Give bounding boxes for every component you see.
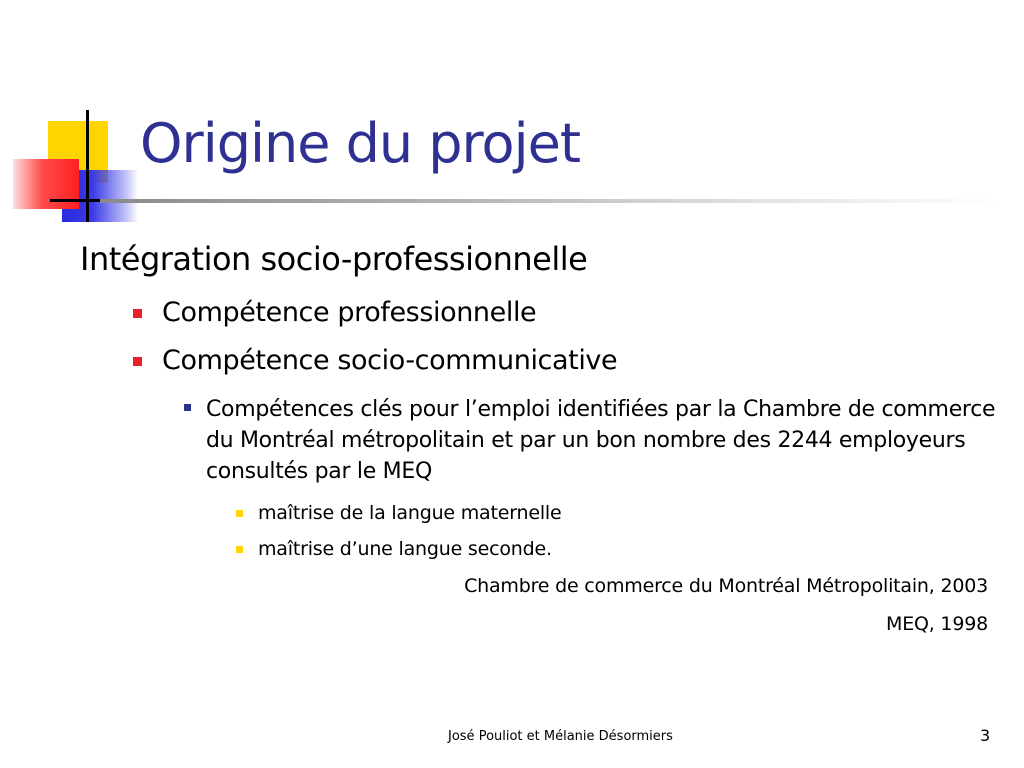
main-heading: Intégration socio-professionnelle (80, 240, 588, 278)
square-bullet-icon (236, 546, 243, 553)
sub-sub-bullet-second-language: maîtrise d’une langue seconde. (258, 538, 552, 560)
title-underline-rule (100, 199, 1000, 203)
sub-sub-bullet-mother-tongue: maîtrise de la langue maternelle (258, 502, 562, 524)
square-bullet-icon (133, 357, 142, 366)
square-bullet-icon (236, 510, 243, 517)
page-number: 3 (980, 726, 991, 745)
slide-title: Origine du projet (140, 112, 580, 175)
bullet-item-socio-communicative: Compétence socio-communicative (162, 345, 618, 376)
square-bullet-icon (184, 404, 191, 411)
decorative-vertical-line (86, 110, 89, 222)
reference-meq: MEQ, 1998 (886, 613, 988, 635)
reference-chambre-commerce: Chambre de commerce du Montréal Métropolitain, 2003 (464, 575, 988, 597)
square-bullet-icon (133, 309, 142, 318)
footer-authors: José Pouliot et Mélanie Désormiers (448, 729, 673, 744)
bullet-item-professional: Compétence professionnelle (162, 297, 537, 328)
sub-bullet-key-competencies: Compétences clés pour l’emploi identifiées par la Chambre de commerce du Montréal métropolitain et par un bon nombre des 2244 employeurs consultés par le MEQ (206, 397, 996, 484)
